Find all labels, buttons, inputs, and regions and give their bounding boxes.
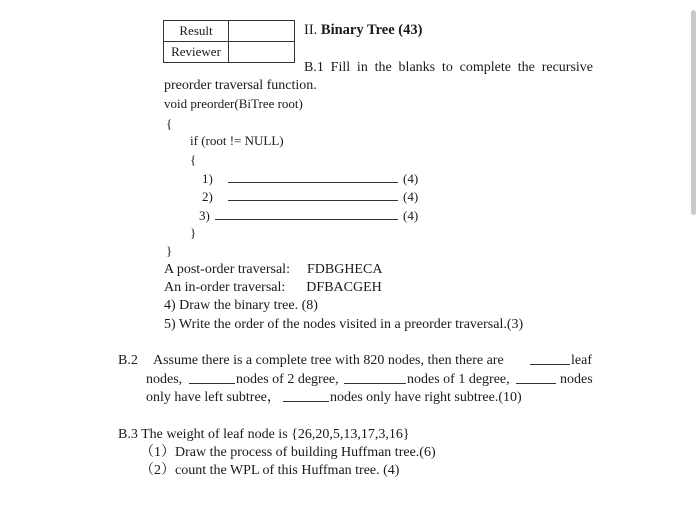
code-close-brace: } xyxy=(166,243,173,258)
b2-leaf-blank xyxy=(530,352,570,365)
reviewer-label: Reviewer xyxy=(164,42,229,63)
inorder-label: An in-order traversal: xyxy=(164,280,286,295)
section-title-text: Binary Tree (43) xyxy=(320,22,423,38)
b2-line2-end: nodes xyxy=(560,372,593,387)
score-table xyxy=(163,20,295,63)
b3-heading: B.3 The weight of leaf node is {26,20,5,13,17,3,16} xyxy=(118,427,410,442)
result-row xyxy=(164,21,295,42)
step2-label: 2) xyxy=(202,189,213,204)
step1-blank xyxy=(228,170,398,183)
b3-item-2: （2）count the WPL of this Huffman tree. (4) xyxy=(140,463,400,478)
b2-line2-mid1: nodes of 2 degree, xyxy=(236,372,339,387)
scrollbar-thumb[interactable] xyxy=(691,10,696,215)
question-4: 4) Draw the binary tree. (8) xyxy=(164,298,318,313)
step2-points: (4) xyxy=(403,189,419,204)
b2-line2-start: nodes, xyxy=(146,372,183,387)
b2-line3-start: only have left subtree， xyxy=(146,390,281,405)
b2-line2-mid2: nodes of 1 degree, xyxy=(407,372,510,387)
step1-points: (4) xyxy=(403,171,419,186)
b2-degree2-blank xyxy=(189,371,235,384)
b2-label: B.2 xyxy=(118,353,138,368)
b1-intro-line1: B.1 Fill in the blanks to complete the recursive xyxy=(304,60,593,75)
step3-blank xyxy=(215,207,398,220)
reviewer-box xyxy=(229,42,295,63)
b2-degree1-blank xyxy=(344,371,406,384)
inorder-value: DFBACGEH xyxy=(306,280,382,295)
b2-line1-end: leaf xyxy=(571,353,592,368)
postorder-line xyxy=(164,261,382,278)
section-title xyxy=(304,22,422,39)
section-number: II. xyxy=(304,22,318,38)
step2-blank xyxy=(228,188,398,201)
postorder-label: A post-order traversal: xyxy=(164,262,290,277)
result-label: Result xyxy=(164,21,229,42)
inorder-line xyxy=(164,279,382,296)
b3-item-1: （1）Draw the process of building Huffman tree.(6) xyxy=(140,445,436,460)
reviewer-row xyxy=(164,42,295,63)
code-inner-open: { xyxy=(190,152,197,167)
b2-left-blank xyxy=(516,371,556,384)
postorder-value: FDBGHECA xyxy=(306,262,383,277)
step1-label: 1) xyxy=(202,171,213,186)
question-5: 5) Write the order of the nodes visited in a preorder traversal.(3) xyxy=(164,317,524,332)
code-inner-close: } xyxy=(190,225,197,240)
code-if-line: if (root != NULL) xyxy=(190,133,284,148)
code-open-brace: { xyxy=(166,116,173,131)
code-signature: void preorder(BiTree root) xyxy=(164,96,303,111)
b2-right-blank xyxy=(283,389,329,402)
b2-line3-end: nodes only have right subtree.(10) xyxy=(330,390,522,405)
b1-intro-line2: preorder traversal function. xyxy=(164,78,317,93)
result-box xyxy=(229,21,295,42)
b2-line1-text: Assume there is a complete tree with 820 nodes, then there are xyxy=(153,353,504,368)
step3-label: 3) xyxy=(199,208,210,223)
step3-points: (4) xyxy=(403,208,419,223)
